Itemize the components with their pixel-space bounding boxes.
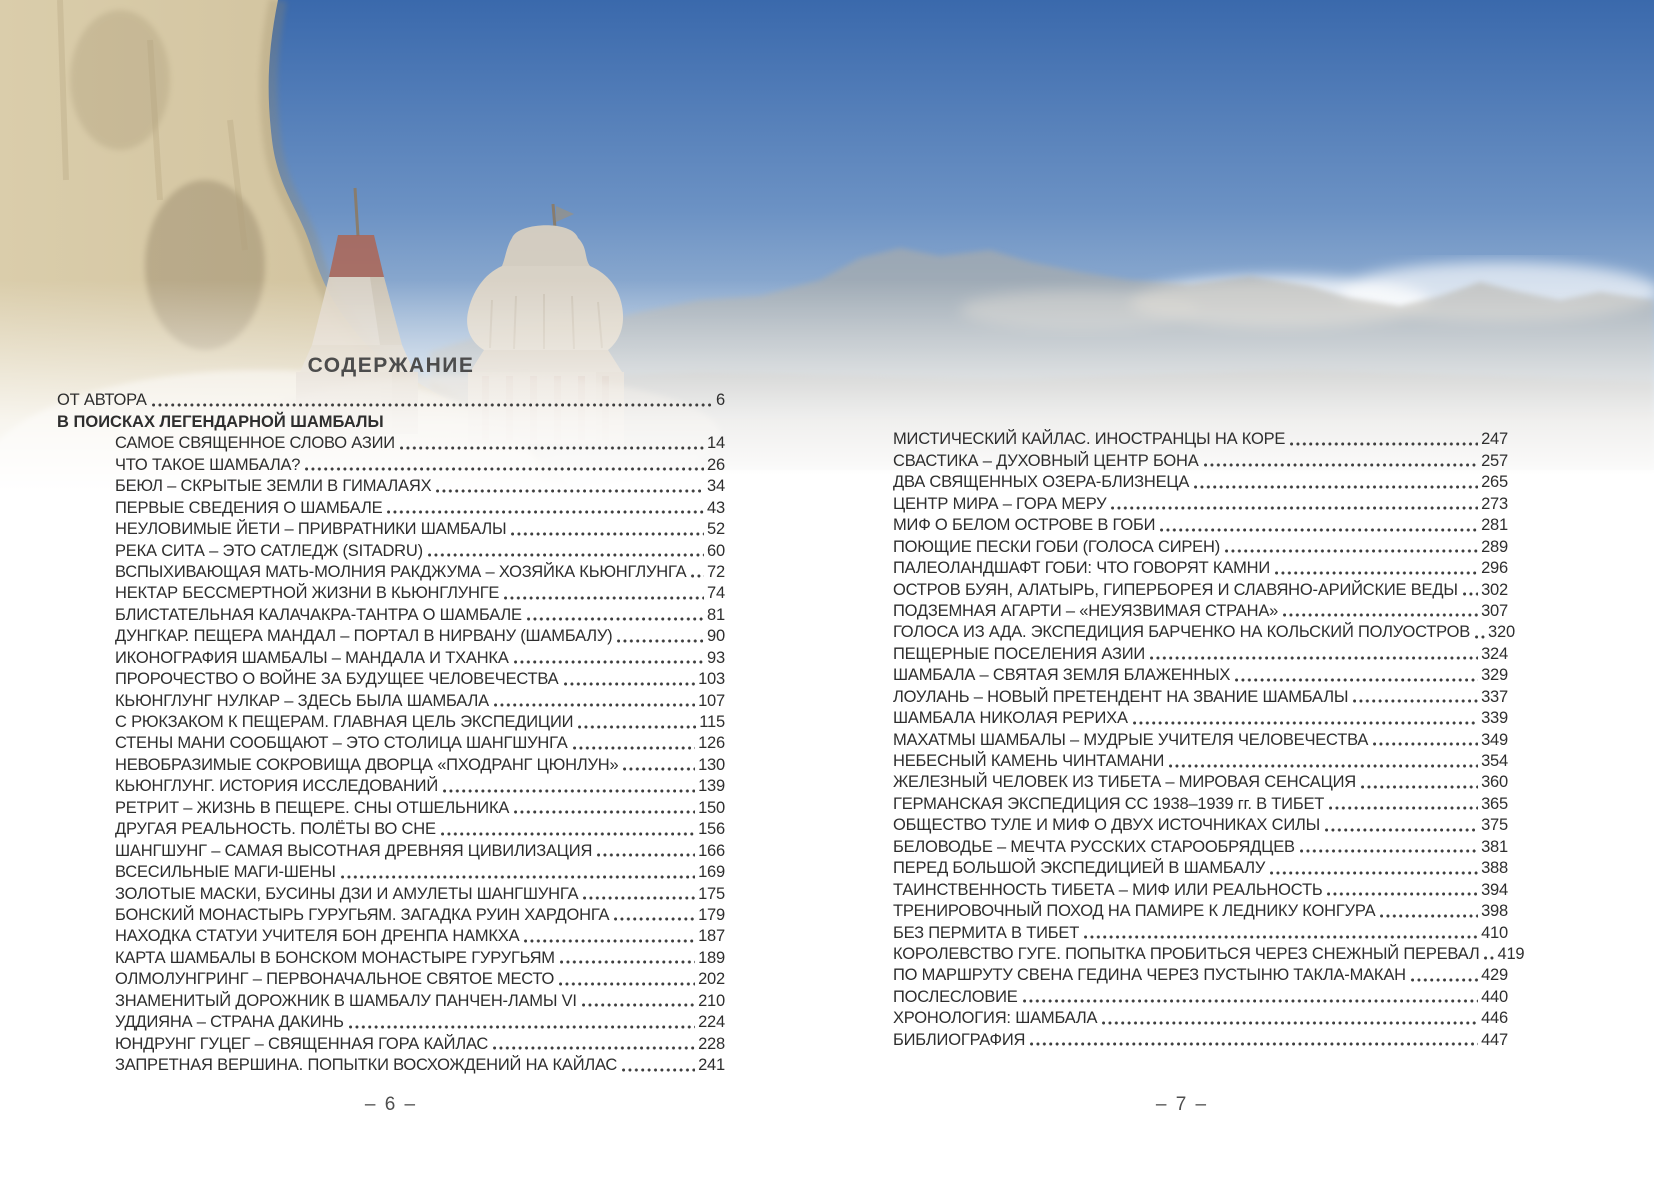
dot-leader <box>1111 506 1478 510</box>
toc-page-number: 349 <box>1481 730 1508 749</box>
dot-leader <box>504 596 704 600</box>
dot-leader <box>514 660 704 664</box>
toc-entry-label: ВСЕСИЛЬНЫЕ МАГИ-ШЕНЫ <box>115 863 336 882</box>
toc-entry <box>893 449 1508 470</box>
toc-page-number: 302 <box>1481 580 1508 599</box>
toc-entry <box>893 428 1508 449</box>
toc-entry-label: КЬЮНГЛУНГ. ИСТОРИЯ ИССЛЕДОВАНИЙ <box>115 777 438 796</box>
toc-entry-label: ПРОРОЧЕСТВО О ВОЙНЕ ЗА БУДУЩЕЕ ЧЕЛОВЕЧЕСТВА <box>115 670 559 689</box>
dot-leader <box>1290 442 1478 446</box>
toc-entry-label: ШАМБАЛА НИКОЛАЯ РЕРИХА <box>893 709 1128 728</box>
toc-entry-label: ДРУГАЯ РЕАЛЬНОСТЬ. ПОЛЁТЫ ВО СНЕ <box>115 820 436 839</box>
toc-entry <box>57 989 725 1010</box>
toc-entry <box>57 453 725 474</box>
toc-entry <box>893 750 1508 771</box>
toc-entry <box>57 968 725 989</box>
toc-entry-label: ПО МАРШРУТУ СВЕНА ГЕДИНА ЧЕРЕЗ ПУСТЫНЮ ТАКЛА-МАКАН <box>893 966 1406 985</box>
toc-entry-label: ПАЛЕОЛАНДШАФТ ГОБИ: ЧТО ГОВОРЯТ КАМНИ <box>893 559 1271 578</box>
dot-leader <box>494 703 695 707</box>
toc-entry-label: ИКОНОГРАФИЯ ШАМБАЛЫ – МАНДАЛА И ТХАНКА <box>115 648 509 667</box>
toc-entry-label: ДУНГКАР. ПЕЩЕРА МАНДАЛ – ПОРТАЛ В НИРВАНУ (ШАМБАЛУ) <box>115 627 613 646</box>
toc-entry <box>893 557 1508 578</box>
toc-entry-label: ЗОЛОТЫЕ МАСКИ, БУСИНЫ ДЗИ И АМУЛЕТЫ ШАНГШУНГА <box>115 884 579 903</box>
toc-entry <box>57 496 725 517</box>
dot-leader <box>617 639 704 643</box>
toc-entry-label: МИФ О БЕЛОМ ОСТРОВЕ В ГОБИ <box>893 516 1156 535</box>
toc-page-number: 381 <box>1481 837 1508 856</box>
toc-entry-label: ШАМБАЛА – СВЯТАЯ ЗЕМЛЯ БЛАЖЕННЫХ <box>893 666 1231 685</box>
toc-entry <box>893 921 1508 942</box>
dot-leader <box>152 403 713 407</box>
toc-page-number: 257 <box>1481 451 1508 470</box>
toc-page-number: 179 <box>698 905 725 924</box>
dot-leader <box>623 767 695 771</box>
toc-page-number: 296 <box>1481 559 1508 578</box>
toc-page-number: 247 <box>1481 430 1508 449</box>
dot-leader <box>691 574 704 578</box>
toc-entry <box>57 539 725 560</box>
dot-leader <box>1204 463 1478 467</box>
toc-section-header <box>57 410 725 431</box>
toc-page-number: 447 <box>1481 1030 1508 1049</box>
toc-entry-label: ДВА СВЯЩЕННЫХ ОЗЕРА-БЛИЗНЕЦА <box>893 473 1190 492</box>
toc-page-number: 52 <box>707 520 725 539</box>
toc-entry-label: РЕКА СИТА – ЭТО САТЛЕДЖ (SITADRU) <box>115 541 423 560</box>
toc-entry-label: ТАИНСТВЕННОСТЬ ТИБЕТА – МИФ ИЛИ РЕАЛЬНОСТЬ <box>893 880 1323 899</box>
toc-page-number: 281 <box>1481 516 1508 535</box>
toc-entry <box>57 775 725 796</box>
toc-entry-label: ПЕРВЫЕ СВЕДЕНИЯ О ШАМБАЛЕ <box>115 498 383 517</box>
dot-leader <box>524 939 695 943</box>
toc-entry <box>57 475 725 496</box>
toc-entry <box>893 578 1508 599</box>
toc-entry <box>57 925 725 946</box>
toc-page-number: 320 <box>1488 623 1515 642</box>
toc-page-number: 60 <box>707 541 725 560</box>
toc-entry <box>57 646 725 667</box>
dot-leader <box>428 553 704 557</box>
dot-leader <box>582 1003 695 1007</box>
dot-leader <box>622 1068 695 1072</box>
toc-page-number: 72 <box>707 562 725 581</box>
toc-entry-label: БОНСКИЙ МОНАСТЫРЬ ГУРУГЬЯМ. ЗАГАДКА РУИН ХАРДОНГА <box>115 905 610 924</box>
toc-entry-label: ХРОНОЛОГИЯ: ШАМБАЛА <box>893 1009 1098 1028</box>
toc-entry <box>893 964 1508 985</box>
dot-leader <box>1475 635 1485 639</box>
dot-leader <box>1084 935 1478 939</box>
toc-entry-label: ОЛМОЛУНГРИНГ – ПЕРВОНАЧАЛЬНОЕ СВЯТОЕ МЕСТО <box>115 970 555 989</box>
toc-right-column <box>893 428 1525 1050</box>
toc-entry <box>57 561 725 582</box>
toc-page-number: 107 <box>698 691 725 710</box>
dot-leader <box>341 875 695 879</box>
toc-entry <box>57 668 725 689</box>
toc-entry-label: КАРТА ШАМБАЛЫ В БОНСКОМ МОНАСТЫРЕ ГУРУГЬЯМ <box>115 948 555 967</box>
toc-entry-label: УДДИЯНА – СТРАНА ДАКИНЬ <box>115 1013 344 1032</box>
toc-page-number: 354 <box>1481 752 1508 770</box>
dot-leader <box>305 467 704 471</box>
toc-page-number: 307 <box>1481 601 1508 620</box>
toc-page-number: 394 <box>1481 880 1508 899</box>
toc-entry <box>57 861 725 882</box>
dot-leader <box>1300 849 1478 853</box>
toc-entry <box>893 943 1525 964</box>
toc-entry <box>893 728 1508 749</box>
dot-leader <box>1283 613 1478 617</box>
toc-entry-label: ЧТО ТАКОЕ ШАМБАЛА? <box>115 455 301 474</box>
dot-leader <box>1150 656 1478 660</box>
dot-leader <box>1275 571 1478 575</box>
toc-entry-label: МАХАТМЫ ШАМБАЛЫ – МУДРЫЕ УЧИТЕЛЯ ЧЕЛОВЕЧЕСТВА <box>893 730 1369 749</box>
dot-leader <box>1327 892 1478 896</box>
dot-leader <box>560 960 695 964</box>
toc-entry-label: ГЕРМАНСКАЯ ЭКСПЕДИЦИЯ СС 1938–1939 гг. В ТИБЕТ <box>893 794 1325 813</box>
toc-page-number: 93 <box>707 648 725 667</box>
toc-entry-label: ГОЛОСА ИЗ АДА. ЭКСПЕДИЦИЯ БАРЧЕНКО НА КОЛЬСКИЙ ПОЛУОСТРОВ <box>893 623 1471 642</box>
toc-entry-label: ЖЕЛЕЗНЫЙ ЧЕЛОВЕК ИЗ ТИБЕТА – МИРОВАЯ СЕНСАЦИЯ <box>893 773 1356 792</box>
toc-entry <box>893 707 1508 728</box>
toc-entry-label: СВАСТИКА – ДУХОВНЫЙ ЦЕНТР БОНА <box>893 451 1199 470</box>
toc-page-number: 329 <box>1481 666 1508 685</box>
toc-page-number: 34 <box>707 477 725 496</box>
dot-leader <box>1484 956 1494 960</box>
toc-entry-label: НЕБЕСНЫЙ КАМЕНЬ ЧИНТАМАНИ <box>893 752 1165 770</box>
toc-entry-label: БИБЛИОГРАФИЯ <box>893 1030 1026 1049</box>
toc-entry <box>57 689 725 710</box>
toc-entry-label: ЛОУЛАНЬ – НОВЫЙ ПРЕТЕНДЕНТ НА ЗВАНИЕ ШАМБАЛЫ <box>893 687 1349 706</box>
toc-page-number: 43 <box>707 498 725 517</box>
toc-entry <box>893 685 1508 706</box>
toc-entry <box>893 535 1508 556</box>
toc-entry-label: ОТ АВТОРА <box>57 391 147 410</box>
dot-leader <box>1325 828 1478 832</box>
toc-page-number: 365 <box>1481 794 1508 813</box>
dot-leader <box>559 982 695 986</box>
toc-entry <box>893 621 1515 642</box>
toc-page-number: 410 <box>1481 923 1508 942</box>
toc-page-number: 228 <box>698 1034 725 1053</box>
toc-page-number: 115 <box>699 713 725 731</box>
toc-page-number: 273 <box>1481 494 1508 513</box>
dot-leader <box>1329 806 1478 810</box>
toc-entry <box>893 900 1508 921</box>
toc-page-number: 150 <box>698 798 725 817</box>
toc-page-number: 90 <box>707 627 725 646</box>
toc-page-number: 6 <box>716 391 725 410</box>
toc-entry <box>57 946 725 967</box>
toc-page-number: 74 <box>707 584 725 603</box>
toc-entry <box>893 835 1508 856</box>
toc-entry-label: НЕВОБРАЗИМЫЕ СОКРОВИЩА ДВОРЦА «ПХОДРАНГ ЦЮНЛУН» <box>115 755 619 774</box>
toc-entry-label: В ПОИСКАХ ЛЕГЕНДАРНОЙ ШАМБАЛЫ <box>57 412 384 431</box>
toc-entry <box>57 432 725 453</box>
dot-leader <box>1353 699 1478 703</box>
dot-leader <box>1194 485 1478 489</box>
dot-leader <box>400 446 704 450</box>
toc-entry-label: КЬЮНГЛУНГ НУЛКАР – ЗДЕСЬ БЫЛА ШАМБАЛА <box>115 691 489 710</box>
toc-entry <box>893 857 1508 878</box>
toc-page-number: 241 <box>698 1056 725 1074</box>
dot-leader <box>1361 785 1478 789</box>
toc-entry <box>893 771 1508 792</box>
dot-leader <box>1373 742 1478 746</box>
dot-leader <box>514 810 695 814</box>
toc-entry <box>57 839 725 860</box>
toc-page-number: 187 <box>698 927 725 946</box>
toc-entry <box>57 582 725 603</box>
toc-entry-label: ЗНАМЕНИТЫЙ ДОРОЖНИК В ШАМБАЛУ ПАНЧЕН-ЛАМЫ VI <box>115 991 577 1010</box>
toc-entry <box>893 1028 1508 1049</box>
dot-leader <box>1030 1042 1478 1046</box>
dot-leader <box>1169 764 1478 768</box>
toc-entry-label: ПЕЩЕРНЫЕ ПОСЕЛЕНИЯ АЗИИ <box>893 644 1146 663</box>
dot-leader <box>583 896 695 900</box>
toc-page-number: 126 <box>698 734 725 753</box>
toc-entry <box>57 1011 725 1032</box>
toc-left-column <box>57 389 725 1075</box>
dot-leader <box>573 746 696 750</box>
toc-entry-label: ШАНГШУНГ – САМАЯ ВЫСОТНАЯ ДРЕВНЯЯ ЦИВИЛИЗАЦИЯ <box>115 841 593 860</box>
toc-page-number: 14 <box>707 434 725 453</box>
toc-entry-label: ПОЮЩИЕ ПЕСКИ ГОБИ (ГОЛОСА СИРЕН) <box>893 537 1220 556</box>
toc-entry-label: ПЕРЕД БОЛЬШОЙ ЭКСПЕДИЦИЕЙ В ШАМБАЛУ <box>893 859 1266 878</box>
toc-page-number: 210 <box>698 991 725 1010</box>
dot-leader <box>493 1046 695 1050</box>
dot-leader <box>1411 978 1478 982</box>
toc-page-number: 166 <box>698 841 725 860</box>
toc-entry-label: БЕЗ ПЕРМИТА В ТИБЕТ <box>893 923 1080 942</box>
toc-page-number: 419 <box>1497 944 1525 963</box>
toc-entry <box>893 814 1508 835</box>
toc-entry-label: ЮНДРУНГ ГУЦЕГ – СВЯЩЕННАЯ ГОРА КАЙЛАС <box>115 1034 489 1053</box>
toc-entry <box>893 492 1508 513</box>
toc-entry <box>57 818 725 839</box>
toc-entry-label: КОРОЛЕВСТВО ГУГЕ. ПОПЫТКА ПРОБИТЬСЯ ЧЕРЕЗ СНЕЖНЫЙ ПЕРЕВАЛ <box>893 944 1480 963</box>
toc-page-number: 337 <box>1481 687 1508 706</box>
toc-page-number: 103 <box>698 670 725 689</box>
toc-entry-label: НЕКТАР БЕССМЕРТНОЙ ЖИЗНИ В КЬЮНГЛУНГЕ <box>115 584 500 603</box>
toc-entry-label: ЗАПРЕТНАЯ ВЕРШИНА. ПОПЫТКИ ВОСХОЖДЕНИЙ НА КАЙЛАС <box>115 1056 618 1074</box>
toc-entry <box>57 753 725 774</box>
dot-leader <box>564 682 696 686</box>
toc-page-number: 429 <box>1481 966 1508 985</box>
toc-entry-label: С РЮКЗАКОМ К ПЕЩЕРАМ. ГЛАВНАЯ ЦЕЛЬ ЭКСПЕДИЦИИ <box>115 713 574 731</box>
toc-entry <box>57 603 725 624</box>
dot-leader <box>597 853 695 857</box>
toc-entry <box>57 1054 725 1075</box>
toc-entry <box>893 792 1508 813</box>
toc-page-number: 440 <box>1481 987 1508 1006</box>
toc-entry-label: ВСПЫХИВАЮЩАЯ МАТЬ-МОЛНИЯ РАКДЖУМА – ХОЗЯЙКА КЬЮНГЛУНГА <box>115 562 687 581</box>
dot-leader <box>527 617 704 621</box>
toc-entry-label: РЕТРИТ – ЖИЗНЬ В ПЕЩЕРЕ. СНЫ ОТШЕЛЬНИКА <box>115 798 510 817</box>
toc-entry <box>57 882 725 903</box>
toc-entry-label: БЕЛОВОДЬЕ – МЕЧТА РУССКИХ СТАРООБРЯДЦЕВ <box>893 837 1295 856</box>
toc-page-number: 139 <box>698 777 725 796</box>
toc-page-number: 130 <box>698 755 725 774</box>
toc-page-number: 375 <box>1481 816 1508 835</box>
toc-entry-label: ТРЕНИРОВОЧНЫЙ ПОХОД НА ПАМИРЕ К ЛЕДНИКУ КОНГУРА <box>893 902 1376 921</box>
dot-leader <box>443 789 695 793</box>
toc-page-number: 175 <box>698 884 725 903</box>
dot-leader <box>1270 871 1478 875</box>
toc-entry <box>893 471 1508 492</box>
toc-entry <box>893 514 1508 535</box>
toc-page-number: 26 <box>707 455 725 474</box>
toc-entry-label: МИСТИЧЕСКИЙ КАЙЛАС. ИНОСТРАНЦЫ НА КОРЕ <box>893 430 1286 449</box>
toc-entry <box>57 518 725 539</box>
dot-leader <box>1225 549 1478 553</box>
toc-entry-label: САМОЕ СВЯЩЕННОЕ СЛОВО АЗИИ <box>115 434 395 453</box>
toc-page-number: 156 <box>698 820 725 839</box>
toc-entry-label: ЦЕНТР МИРА – ГОРА МЕРУ <box>893 494 1107 513</box>
dot-leader <box>1160 528 1478 532</box>
toc-entry <box>57 732 725 753</box>
page-title: СОДЕРЖАНИЕ <box>307 354 475 377</box>
toc-entry <box>893 985 1508 1006</box>
dot-leader <box>387 510 704 514</box>
toc-entry-label: НЕУЛОВИМЫЕ ЙЕТИ – ПРИВРАТНИКИ ШАМБАЛЫ <box>115 520 507 539</box>
dot-leader <box>1463 592 1478 596</box>
toc-entry-label: ПОСЛЕСЛОВИЕ <box>893 987 1018 1006</box>
toc-entry <box>57 389 725 410</box>
toc-page-number: 339 <box>1481 709 1508 728</box>
dot-leader <box>1235 678 1478 682</box>
dot-leader <box>1380 914 1478 918</box>
folio-left: – 6 – <box>364 1094 418 1115</box>
toc-page-number: 189 <box>698 948 725 967</box>
toc-entry <box>893 664 1508 685</box>
toc-entry-label: БЕЮЛ – СКРЫТЫЕ ЗЕМЛИ В ГИМАЛАЯХ <box>115 477 432 496</box>
toc-entry <box>57 711 725 732</box>
dot-leader <box>349 1025 695 1029</box>
toc-page-number: 81 <box>707 605 725 624</box>
dot-leader <box>614 917 695 921</box>
dot-leader <box>436 489 704 493</box>
dot-leader <box>578 725 696 729</box>
toc-page-number: 388 <box>1481 859 1508 878</box>
dot-leader <box>441 832 695 836</box>
dot-leader <box>511 532 704 536</box>
toc-page-number: 265 <box>1481 473 1508 492</box>
dot-leader <box>1023 999 1478 1003</box>
toc-entry <box>893 600 1508 621</box>
toc-entry-label: ПОДЗЕМНАЯ АГАРТИ – «НЕУЯЗВИМАЯ СТРАНА» <box>893 601 1279 620</box>
toc-entry-label: ОСТРОВ БУЯН, АЛАТЫРЬ, ГИПЕРБОРЕЯ И СЛАВЯНО-АРИЙСКИЕ ВЕДЫ <box>893 580 1458 599</box>
toc-page-number: 446 <box>1481 1009 1508 1028</box>
toc-page-number: 202 <box>698 970 725 989</box>
toc-entry <box>57 796 725 817</box>
toc-page-number: 360 <box>1481 773 1508 792</box>
toc-page-number: 324 <box>1481 644 1508 663</box>
dot-leader <box>1102 1021 1478 1025</box>
toc-entry-label: БЛИСТАТЕЛЬНАЯ КАЛАЧАКРА-ТАНТРА О ШАМБАЛЕ <box>115 605 522 624</box>
toc-entry-label: НАХОДКА СТАТУИ УЧИТЕЛЯ БОН ДРЕНПА НАМКХА <box>115 927 520 946</box>
toc-entry <box>893 878 1508 899</box>
toc-entry <box>57 1032 725 1053</box>
toc-page-number: 169 <box>698 863 725 882</box>
toc-entry <box>893 642 1508 663</box>
toc-entry <box>57 904 725 925</box>
dot-leader <box>1133 721 1478 725</box>
toc-entry-label: СТЕНЫ МАНИ СООБЩАЮТ – ЭТО СТОЛИЦА ШАНГШУНГА <box>115 734 568 753</box>
toc-entry <box>893 1007 1508 1028</box>
toc-page-number: 224 <box>698 1013 725 1032</box>
toc-page-number: 398 <box>1481 902 1508 921</box>
toc-page-number: 289 <box>1481 537 1508 556</box>
toc-entry-label: ОБЩЕСТВО ТУЛЕ И МИФ О ДВУХ ИСТОЧНИКАХ СИЛЫ <box>893 816 1321 835</box>
toc-entry <box>57 625 725 646</box>
folio-right: – 7 – <box>1155 1094 1209 1115</box>
